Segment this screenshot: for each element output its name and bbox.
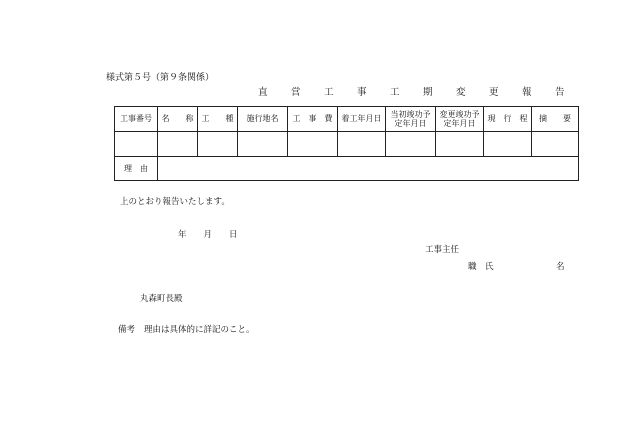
cell-name[interactable] [158,132,198,157]
header-remarks: 摘 要 [532,107,579,132]
header-site-name: 施行地名 [238,107,288,132]
name-suffix: 名 [556,262,565,272]
entry-row [115,132,579,157]
header-work-number: 工事番号 [115,107,158,132]
cell-remarks[interactable] [532,132,579,157]
form-id: 様式第５号（第９条関係） [106,73,215,83]
note [118,323,255,335]
note-text: 理由は具体的に詳記のこと。 [144,325,255,335]
cell-construction-cost[interactable] [288,132,338,157]
document-title: 直 営 工 事 工 期 変 更 報 告 [258,87,572,98]
addressee: 丸森町長殿 [140,294,183,304]
reason-row [115,157,579,181]
cell-original-completion[interactable] [386,132,436,157]
header-construction-cost: 工 事 費 [288,107,338,132]
header-start-date: 着工年月日 [338,107,386,132]
position-label: 職 氏 [468,262,494,272]
header-current-progress: 現 行 程 [484,107,532,132]
header-name: 名 称 [158,107,198,132]
cell-start-date[interactable] [338,132,386,157]
reason-field[interactable] [158,157,579,181]
reason-label: 理 由 [115,157,158,181]
cell-site-name[interactable] [238,132,288,157]
header-row [115,107,579,132]
note-label: 備考 [118,325,136,335]
date-line[interactable]: 年 月 日 [178,230,238,240]
cell-revised-completion[interactable] [436,132,484,157]
header-work-type: 工 種 [198,107,238,132]
header-original-completion: 当初竣功予 定年月日 [386,107,436,132]
cell-work-number[interactable] [115,132,158,157]
cell-current-progress[interactable] [484,132,532,157]
header-revised-completion: 変更竣功予 定年月日 [436,107,484,132]
report-table [114,106,579,181]
supervisor-label: 工事主任 [425,245,460,255]
report-statement: 上のとおり報告いたします。 [120,197,230,207]
cell-work-type[interactable] [198,132,238,157]
